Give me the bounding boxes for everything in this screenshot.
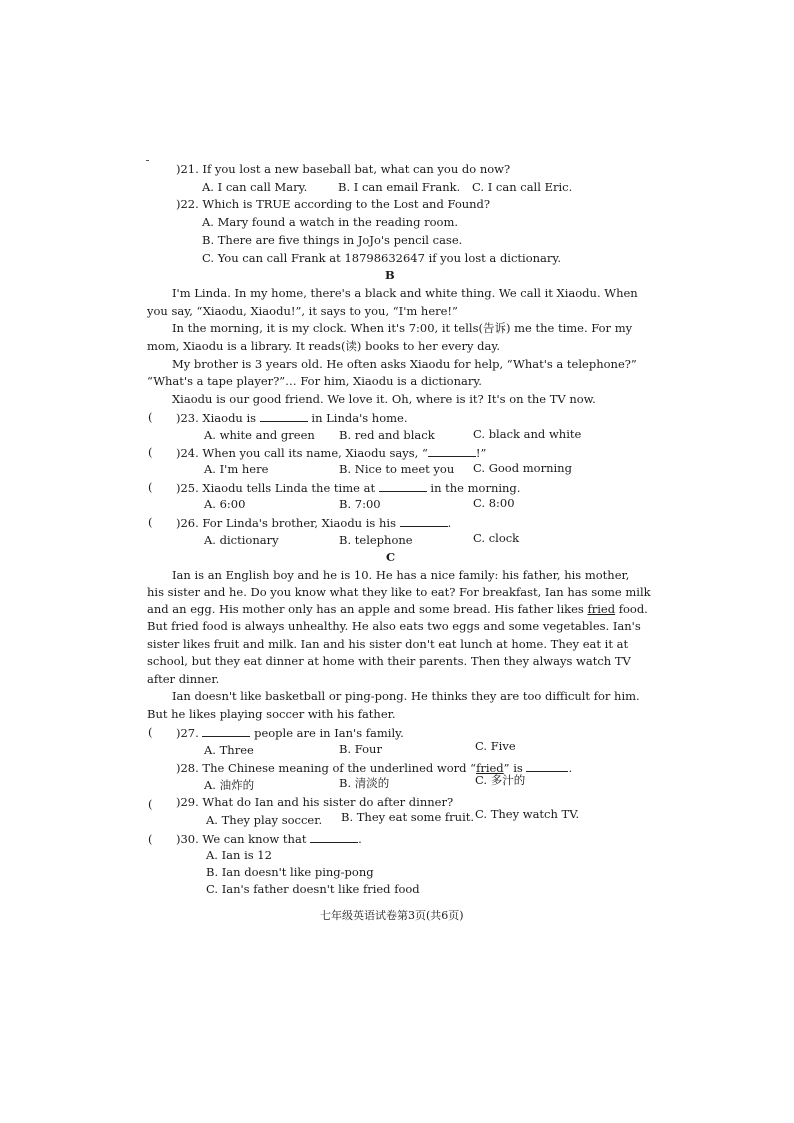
q23-option-a: A. white and green	[204, 428, 315, 442]
q30-blank[interactable]	[310, 830, 358, 843]
passage-c-line: sister likes fruit and milk. Ian and his sister don't eat lunch at home. They eat it at	[147, 637, 629, 651]
q29-option-c: C. They watch TV.	[475, 807, 580, 821]
q30-answer-paren: (	[148, 832, 153, 846]
section-c-heading: C	[386, 550, 396, 564]
q30-option-a: A. Ian is 12	[206, 848, 272, 862]
q27-answer-paren: (	[148, 725, 153, 739]
q30-stem: )30. We can know that .	[176, 832, 362, 846]
q24-answer-paren: (	[148, 445, 153, 459]
passage-b-line: mom, Xiaodu is a library. It reads(读) books to her every day.	[147, 339, 500, 353]
q24-option-c: C. Good morning	[473, 461, 572, 475]
q24-blank[interactable]	[428, 444, 476, 457]
q24-stem: )24. When you call its name, Xiaodu says, “ !”	[176, 446, 487, 460]
q28-stem: )28. The Chinese meaning of the underlined word “fried” is .	[176, 761, 573, 775]
q27-blank[interactable]	[202, 724, 250, 737]
q23-answer-paren: (	[148, 410, 153, 424]
q26-option-a: A. dictionary	[204, 533, 279, 547]
passage-b-line: Xiaodu is our good friend. We love it. Oh, where is it? It's on the TV now.	[172, 392, 596, 406]
q22-option-c: C. You can call Frank at 18798632647 if you lost a dictionary.	[202, 251, 562, 265]
passage-c-line: his sister and he. Do you know what they like to eat? For breakfast, Ian has some milk	[147, 585, 651, 599]
q24-option-a: A. I'm here	[204, 462, 269, 476]
passage-b-line: In the morning, it is my clock. When it's 7:00, it tells(告诉) me the time. For my	[172, 321, 633, 335]
q25-stem: )25. Xiaodu tells Linda the time at in the morning.	[176, 481, 521, 495]
q27-option-a: A. Three	[204, 743, 254, 757]
q23-blank[interactable]	[260, 409, 308, 422]
q25-blank[interactable]	[379, 479, 427, 492]
q21-option-b: B. I can email Frank.	[338, 180, 461, 194]
section-b-heading: B	[385, 268, 395, 282]
q29-option-a: A. They play soccer.	[206, 813, 323, 827]
q28-option-a: A. 油炸的	[204, 778, 255, 792]
passage-b-line: I'm Linda. In my home, there's a black and white thing. We call it Xiaodu. When	[172, 286, 638, 300]
q30-option-c: C. Ian's father doesn't like fried food	[206, 882, 420, 896]
q28-underlined-word: fried	[476, 761, 504, 775]
q29-stem: )29. What do Ian and his sister do after dinner?	[176, 795, 454, 809]
q27-option-b: B. Four	[339, 742, 382, 756]
passage-c-line: Ian doesn't like basketball or ping-pong. He thinks they are too difficult for him.	[172, 689, 640, 703]
page-footer: 七年级英语试卷第3页(共6页)	[320, 909, 464, 922]
q26-answer-paren: (	[148, 515, 153, 529]
q29-answer-paren: (	[148, 797, 153, 811]
q25-option-c: C. 8:00	[473, 496, 515, 510]
q22-option-a: A. Mary found a watch in the reading room.	[202, 215, 458, 229]
q23-option-b: B. red and black	[339, 428, 435, 442]
passage-c-line: Ian is an English boy and he is 10. He has a nice family: his father, his mother,	[172, 568, 630, 582]
passage-c-line: and an egg. His mother only has an apple and some bread. His father likes fried food.	[147, 602, 648, 616]
q23-option-c: C. black and white	[473, 427, 582, 441]
q26-option-b: B. telephone	[339, 533, 413, 547]
underlined-word-fried: fried	[587, 602, 616, 616]
passage-c-line: school, but they eat dinner at home with their parents. Then they always watch TV	[147, 654, 631, 668]
passage-b-line: My brother is 3 years old. He often asks Xiaodu for help, “What's a telephone?”	[172, 357, 637, 371]
q23-stem: )23. Xiaodu is in Linda's home.	[176, 411, 408, 425]
q25-answer-paren: (	[148, 480, 153, 494]
q30-option-b: B. Ian doesn't like ping-pong	[206, 865, 374, 879]
q26-stem: )26. For Linda's brother, Xiaodu is his .	[176, 516, 452, 530]
q28-blank[interactable]	[526, 759, 568, 772]
q26-option-c: C. clock	[473, 531, 520, 545]
passage-c-line: But he likes playing soccer with his father.	[147, 707, 396, 721]
q22-option-b: B. There are five things in JoJo's pencil case.	[202, 233, 463, 247]
scan-speck	[146, 160, 149, 161]
q21-option-a: A. I can call Mary.	[202, 180, 308, 194]
q26-blank[interactable]	[400, 514, 448, 527]
q27-option-c: C. Five	[475, 739, 516, 753]
passage-c-line: But fried food is always unhealthy. He also eats two eggs and some vegetables. Ian's	[147, 619, 641, 633]
q25-option-b: B. 7:00	[339, 497, 381, 511]
q25-option-a: A. 6:00	[204, 497, 246, 511]
q27-stem: )27. people are in Ian's family.	[176, 726, 404, 740]
q21-stem: )21. If you lost a new baseball bat, what can you do now?	[176, 162, 511, 176]
q28-option-c: C. 多汁的	[475, 773, 526, 787]
q29-option-b: B. They eat some fruit.	[341, 810, 475, 824]
passage-c-line: after dinner.	[147, 672, 220, 686]
passage-b-line: you say, “Xiaodu, Xiaodu!”, it says to you, “I'm here!”	[147, 304, 458, 318]
q22-stem: )22. Which is TRUE according to the Lost and Found?	[176, 197, 491, 211]
q28-option-b: B. 清淡的	[339, 776, 390, 790]
passage-b-line: “What's a tape player?”… For him, Xiaodu is a dictionary.	[147, 374, 482, 388]
q24-option-b: B. Nice to meet you	[339, 462, 455, 476]
q21-option-c: C. I can call Eric.	[472, 180, 573, 194]
